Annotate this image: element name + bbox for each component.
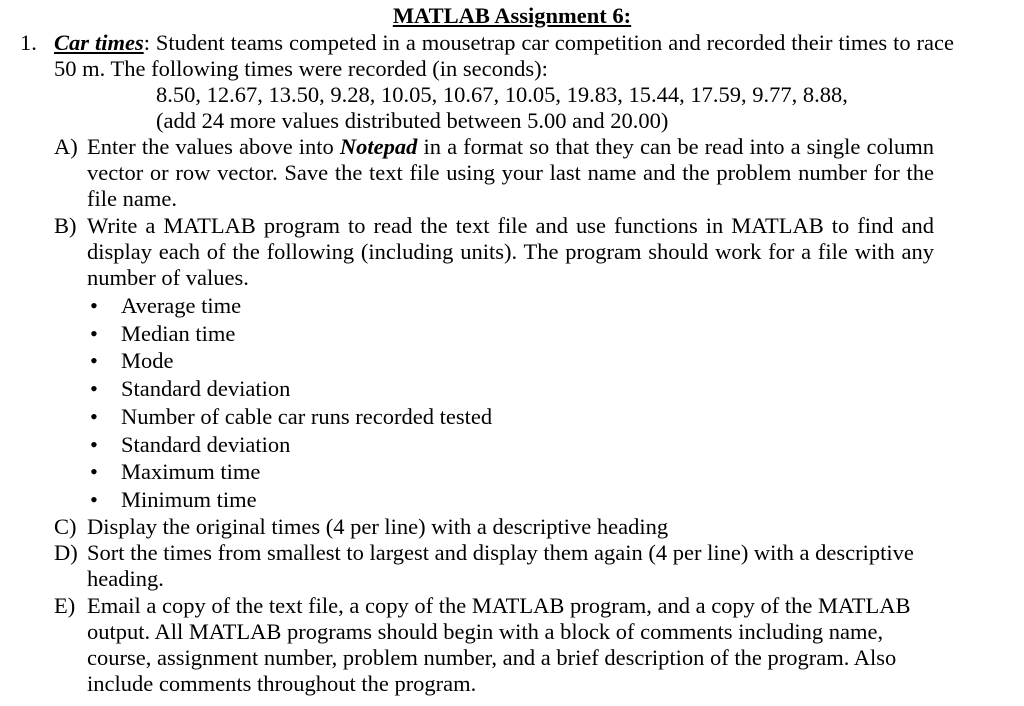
values-note: (add 24 more values distributed between 5.00 and 20.00) [156, 108, 669, 133]
part-c-text: Display the original times (4 per line) with a descriptive heading [87, 514, 669, 539]
part-e-text: Email a copy of the text file, a copy of the MATLAB program, and a copy of the MATLAB output. All MATLAB programs should begin with a block of comments including name, course, assignment number, problem number, and a brief description of the program. Also include comments throughout the program. [87, 593, 911, 696]
part-b-label: B) [54, 213, 77, 238]
bullet-icon: • [90, 459, 98, 484]
bullet-icon: • [90, 293, 98, 318]
bullet-icon: • [90, 348, 98, 373]
bullet-icon: • [90, 321, 98, 346]
assignment-title: MATLAB Assignment 6: [392, 3, 632, 28]
recorded-values [156, 82, 916, 134]
notepad-emphasis: Notepad [339, 134, 418, 159]
part-d-text: Sort the times from smallest to largest and display them again (4 per line) with a descriptive heading. [87, 540, 914, 591]
part-c [54, 514, 934, 540]
bullet-icon: • [90, 376, 98, 401]
part-e [54, 593, 934, 697]
part-d-label: D) [54, 540, 78, 565]
part-a [54, 134, 934, 212]
problem-number: 1. [20, 30, 37, 55]
part-a-label: A) [54, 134, 78, 159]
part-a-text: Enter the values above into Notepad in a format so that they can be read into a single column vector or row vector. Save the text file using your last name and the problem number for the file name. [87, 134, 935, 211]
part-e-label: E) [54, 593, 76, 618]
problem-intro-text: : Student teams competed in a mousetrap car competition and recorded their times to race 50 m. The following times were recorded (in seconds): [54, 30, 955, 81]
values-line: 8.50, 12.67, 13.50, 9.28, 10.05, 10.67, 10.05, 19.83, 15.44, 17.59, 9.77, 8.88, [156, 82, 848, 107]
bullet-icon: • [90, 404, 98, 429]
part-b [54, 213, 934, 291]
part-d [54, 540, 934, 592]
problem-intro [54, 30, 954, 82]
bullet-icon: • [90, 487, 98, 512]
part-b-text: Write a MATLAB program to read the text file and use functions in MATLAB to find and display each of the following (including units). The program should work for a file with any number of values. [87, 213, 934, 290]
bullet-icon: • [90, 432, 98, 457]
problem-heading: Car times [54, 30, 144, 55]
part-c-label: C) [54, 514, 77, 539]
